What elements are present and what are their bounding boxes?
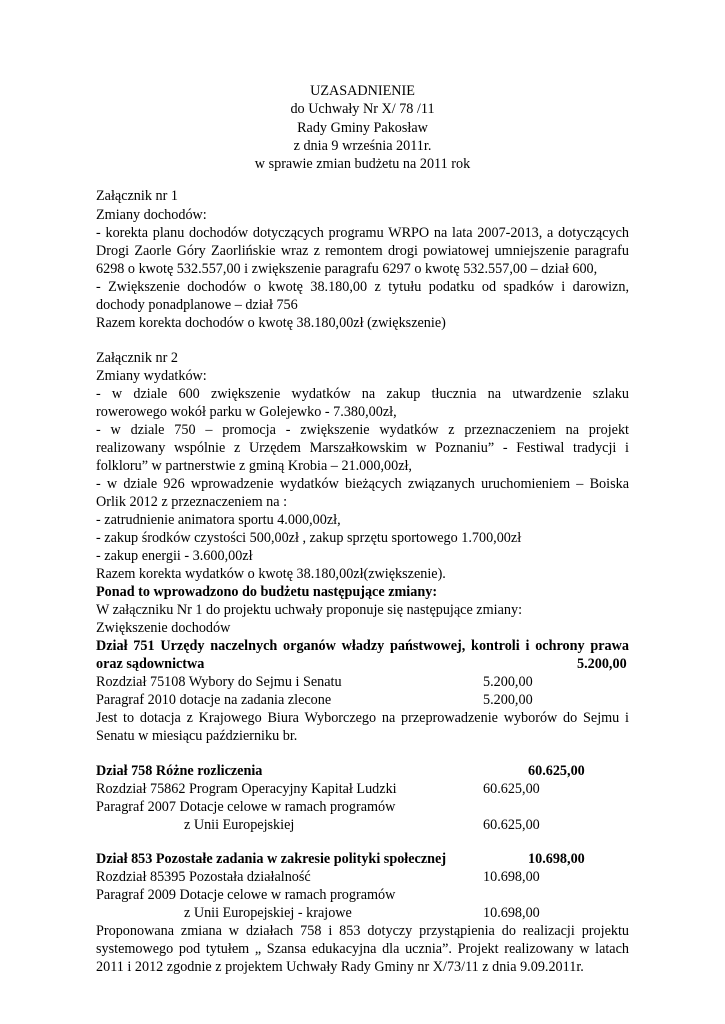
document-header <box>0 82 725 173</box>
section-751-row-label: Rozdział 75108 Wybory do Sejmu i Senatu <box>96 674 342 690</box>
section-758-row-amount: 60.625,00 <box>483 817 540 833</box>
annex2-title: Załącznik nr 2 <box>96 350 178 366</box>
section-853-row-label: Rozdział 85395 Pozostała działalność <box>96 869 311 885</box>
header-date: z dnia 9 września 2011r. <box>293 137 432 154</box>
section-758-row-amount: 60.625,00 <box>483 781 540 797</box>
section-853-row-amount: 10.698,00 <box>483 869 540 885</box>
annex2-line: Orlik 2012 z przeznaczeniem na : <box>96 494 288 510</box>
section-758-heading: Dział 758 Różne rozliczenia <box>96 763 263 779</box>
changes-intro: W załączniku Nr 1 do projektu uchwały proponuje się następujące zmiany: <box>96 602 523 618</box>
section-751-note: Jest to dotacja z Krajowego Biura Wyborczego na przeprowadzenie wyborów do Sejmu i <box>96 710 629 726</box>
closing-text: Proponowana zmiana w działach 758 i 853 dotyczy przystąpienia do realizacji projektu <box>96 923 629 939</box>
annex2-line: - zakup energii - 3.600,00zł <box>96 548 253 564</box>
annex2-line: realizowany wspólnie z Urzędem Marszałkowskim w Poznaniu” - Festiwal tradycji i <box>96 440 629 456</box>
section-853-heading: Dział 853 Pozostałe zadania w zakresie polityki społecznej <box>96 851 447 867</box>
annex2-total: Razem korekta wydatków o kwotę 38.180,00zł(zwiększenie). <box>96 566 446 582</box>
annex1-subtitle: Zmiany dochodów: <box>96 207 207 223</box>
changes-increase: Zwiększenie dochodów <box>96 620 231 636</box>
closing-text: 2011 i 2012 zgodnie z projektem Uchwały Rady Gminy nr X/73/11 z dnia 9.09.2011r. <box>96 959 584 975</box>
header-subject: w sprawie zmian budżetu na 2011 rok <box>254 156 471 173</box>
section-751-row-amount: 5.200,00 <box>483 692 533 708</box>
annex1-line: - Zwiększenie dochodów o kwotę 38.180,00 z tytułu podatku od spadków i darowizn, <box>96 279 629 295</box>
annex2-line: - zakup środków czystości 500,00zł , zakup sprzętu sportowego 1.700,00zł <box>96 530 522 546</box>
section-751-amount: 5.200,00 <box>577 656 627 672</box>
annex2-line: rowerowego wokół parku w Golejewko - 7.380,00zł, <box>96 404 397 420</box>
section-853-row-amount: 10.698,00 <box>483 905 540 921</box>
section-853-amount: 10.698,00 <box>528 851 585 867</box>
header-resolution: do Uchwały Nr X/ 78 /11 <box>290 101 435 118</box>
annex1-line: Drogi Zaorle Góry Zaorlińskie wraz z remontem drogi powiatowej umniejszenie paragrafu <box>96 243 629 259</box>
annex1-line: 6298 o kwotę 532.557,00 i zwiększenie paragrafu 6297 o kwotę 532.557,00 – dział 600, <box>96 261 598 277</box>
section-751-heading: Dział 751 Urzędy naczelnych organów władzy państwowej, kontroli i ochrony prawa <box>96 638 629 654</box>
section-758-row-label: Paragraf 2007 Dotacje celowe w ramach programów <box>96 799 396 815</box>
annex1-line: dochody ponadplanowe – dział 756 <box>96 297 298 313</box>
annex2-subtitle: Zmiany wydatków: <box>96 368 207 384</box>
section-751-row-label: Paragraf 2010 dotacje na zadania zlecone <box>96 692 332 708</box>
annex2-line: - zatrudnienie animatora sportu 4.000,00zł, <box>96 512 341 528</box>
section-853-row-label: Paragraf 2009 Dotacje celowe w ramach programów <box>96 887 396 903</box>
header-title: UZASADNIENIE <box>310 83 415 99</box>
closing-text: systemowego pod tytułem „ Szansa edukacyjna dla ucznia”. Projekt realizowany w latach <box>96 941 629 957</box>
annex2-line: folkloru” w partnerstwie z gminą Krobia – 21.000,00zł, <box>96 458 412 474</box>
annex1-total: Razem korekta dochodów o kwotę 38.180,00zł (zwiększenie) <box>96 315 446 331</box>
annex1-line: - korekta planu dochodów dotyczących programu WRPO na lata 2007-2013, a dotyczących <box>96 225 629 241</box>
annex2-line: - w dziale 926 wprowadzenie wydatków bieżących związanych uruchomieniem – Boiska <box>96 476 629 492</box>
annex1-title: Załącznik nr 1 <box>96 188 178 204</box>
annex2-line: - w dziale 750 – promocja - zwiększenie wydatków z przeznaczeniem na projekt <box>96 422 629 438</box>
section-853-row-label-cont: z Unii Europejskiej - krajowe <box>184 905 352 921</box>
header-council: Rady Gminy Pakosław <box>297 119 428 136</box>
section-758-row-label: Rozdział 75862 Program Operacyjny Kapitał Ludzki <box>96 781 397 797</box>
annex2-line: - w dziale 600 zwiększenie wydatków na zakup tłucznia na utwardzenie szlaku <box>96 386 629 402</box>
section-751-note-cont: Senatu w miesiącu październiku br. <box>96 728 298 744</box>
section-751-heading-cont: oraz sądownictwa <box>96 656 205 672</box>
section-751-row-amount: 5.200,00 <box>483 674 533 690</box>
changes-heading: Ponad to wprowadzono do budżetu następujące zmiany: <box>96 584 438 600</box>
section-758-amount: 60.625,00 <box>528 763 585 779</box>
section-758-row-label-cont: z Unii Europejskiej <box>184 817 295 833</box>
